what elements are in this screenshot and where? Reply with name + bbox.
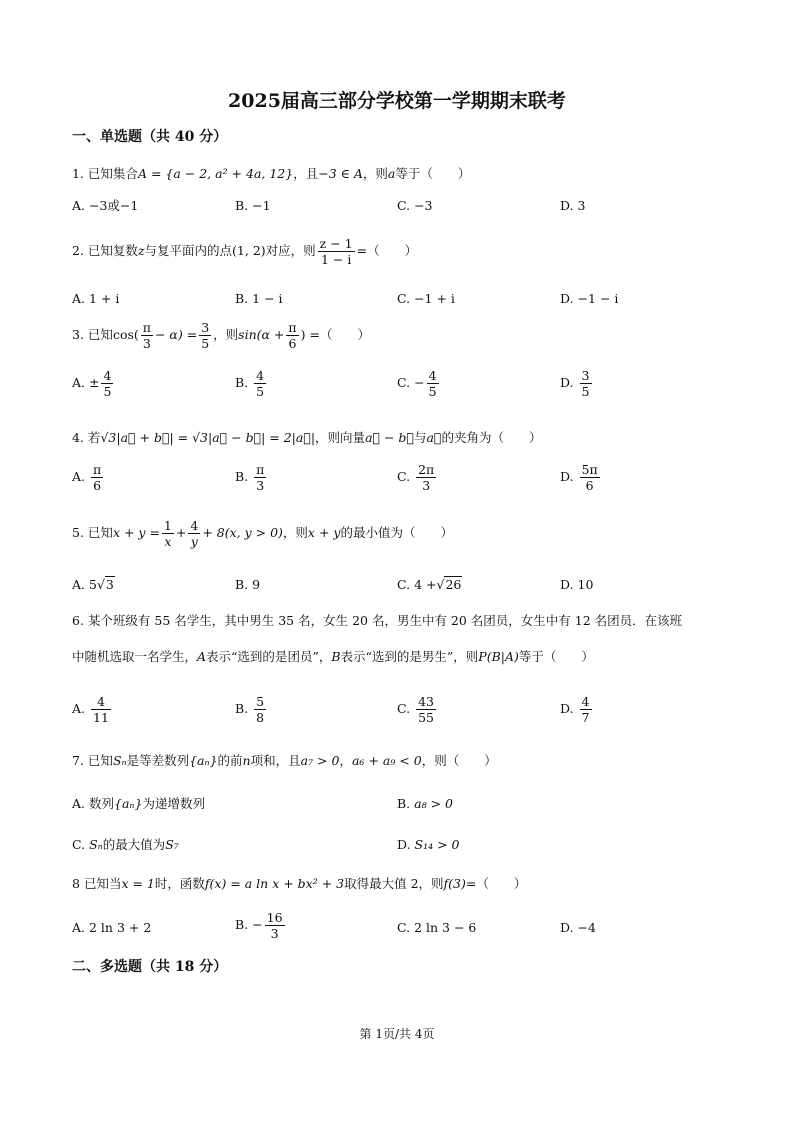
- option-a[interactable]: A. 数列{aₙ}为递增数列: [72, 796, 205, 811]
- option-b[interactable]: B. a₈ > 0: [397, 796, 453, 811]
- option-c[interactable]: C. 2 ln 3 − 6: [397, 920, 477, 935]
- fraction: $\frac{z - 1}{1 - i}$: [319, 236, 353, 267]
- option-c[interactable]: C. −3: [397, 198, 433, 213]
- option-b[interactable]: B. −1: [235, 198, 271, 213]
- option-a[interactable]: A. $\frac{4}{11}$: [72, 694, 109, 725]
- question-7: 7. 已知Sₙ是等差数列{aₙ}的前n项和，且a₇ > 0，a₆ + a₉ < 0，则（ ）: [72, 753, 497, 768]
- question-number: 2.: [72, 243, 84, 258]
- math-expression: √3|a⃗ + b⃗| = √3|a⃗ − b⃗| = 2|a⃗|: [100, 430, 316, 445]
- option-d[interactable]: D. $\frac{5\pi}{6}$: [560, 462, 598, 493]
- option-a[interactable]: A. 2 ln 3 + 2: [72, 920, 152, 935]
- option-a[interactable]: A. 1 + i: [72, 291, 120, 306]
- option-b[interactable]: B. 1 − i: [235, 291, 283, 306]
- question-number: 1.: [72, 166, 84, 181]
- question-4: 4. 若√3|a⃗ + b⃗| = √3|a⃗ − b⃗| = 2|a⃗|，则向量a⃗ − b⃗与a⃗的夹角为（ ）: [72, 430, 542, 445]
- option-a[interactable]: A. 5√3: [72, 577, 114, 592]
- option-c[interactable]: C. $\frac{43}{55}$: [397, 694, 434, 725]
- question-6-line-1: 6. 某个班级有 55 名学生，其中男生 35 名，女生 20 名，男生中有 20 名团员，女生中有 12 名团员．在该班: [72, 613, 683, 628]
- option-a[interactable]: A. $\frac{\pi}{6}$: [72, 462, 102, 493]
- option-c[interactable]: C. −1 + i: [397, 291, 455, 306]
- option-b[interactable]: B. $\frac{5}{8}$: [235, 694, 265, 725]
- question-8: 8 已知当x = 1时，函数f(x) = a ln x + bx² + 3取得最大值 2，则f(3)=（ ）: [72, 876, 527, 891]
- section-heading-single-choice: 一、单选题（共 40 分）: [72, 129, 228, 145]
- option-b[interactable]: B. 9: [235, 577, 261, 592]
- option-b[interactable]: B. $\frac{\pi}{3}$: [235, 462, 265, 493]
- question-1: 1. 已知集合A = {a − 2, a² + 4a, 12}，且−3 ∈ A，则a等于（ ）: [72, 166, 471, 181]
- option-b[interactable]: B. $\frac{4}{5}$: [235, 368, 265, 399]
- option-a[interactable]: A. −3或−1: [72, 198, 139, 213]
- option-c[interactable]: C. − $\frac{4}{5}$: [397, 368, 437, 399]
- question-3: 3. 已知cos( $\frac{\pi}{3}$ − α) = $\frac{3}{5}$ ，则sin(α + $\frac{\pi}{6}$ ) =（ ）: [72, 320, 370, 351]
- math-expression: A = {a − 2, a² + 4a, 12}: [137, 166, 294, 181]
- option-b[interactable]: B. − $\frac{16}{3}$: [235, 910, 283, 941]
- question-5: 5. 已知x + y = $\frac{1}{x}$ + $\frac{4}{y} + 8(x$, y > 0)，则x + y的最小值为（ ）: [72, 518, 453, 549]
- page-footer: 第 1页/共 4页: [359, 1027, 435, 1041]
- question-2: 2. 已知复数z与复平面内的点(1, 2)对应，则 $\frac{z - 1}{1 - i}$ =（ ）: [72, 236, 418, 267]
- section-heading-multi-choice: 二、多选题（共 18 分）: [72, 959, 228, 975]
- page-title: 2025届高三部分学校第一学期期末联考: [228, 90, 566, 112]
- question-6-line-2: 中随机选取一名学生，A表示“选到的是团员”，B表示“选到的是男生”，则P(B|A)等于（ ）: [72, 649, 594, 664]
- option-d[interactable]: D. −1 − i: [560, 291, 619, 306]
- option-c[interactable]: C. 4 +√26: [397, 577, 462, 592]
- option-a[interactable]: A. ± $\frac{4}{5}$: [72, 368, 112, 399]
- option-c[interactable]: C. $\frac{2\pi}{3}$: [397, 462, 435, 493]
- option-d[interactable]: D. 3: [560, 198, 586, 213]
- option-d[interactable]: D. $\frac{3}{5}$: [560, 368, 590, 399]
- option-d[interactable]: D. $\frac{4}{7}$: [560, 694, 590, 725]
- option-d[interactable]: D. 10: [560, 577, 594, 592]
- option-c[interactable]: C. Sₙ的最大值为S₇: [72, 837, 179, 852]
- option-d[interactable]: D. S₁₄ > 0: [397, 837, 460, 852]
- option-d[interactable]: D. −4: [560, 920, 596, 935]
